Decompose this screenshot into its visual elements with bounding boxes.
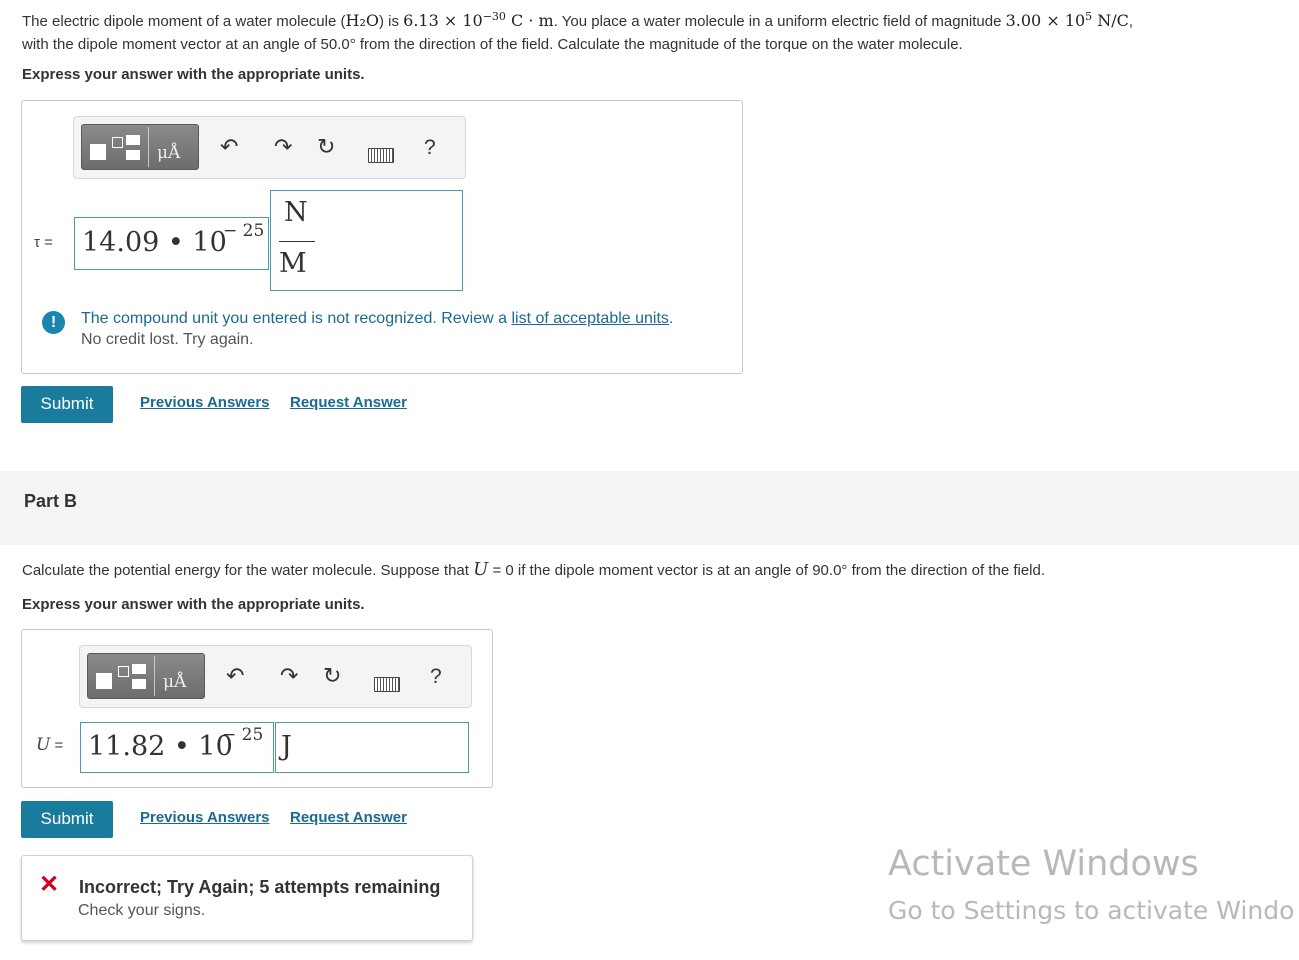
undo-icon[interactable]: ↶	[220, 134, 239, 159]
formula-h2o: H₂O	[345, 11, 379, 30]
part-b-submit-button[interactable]: Submit	[21, 801, 113, 838]
part-a-instruction: Express your answer with the appropriate units.	[22, 66, 365, 83]
incorrect-x-icon: ✕	[39, 871, 60, 898]
units-icon: μÅ	[157, 143, 181, 163]
warning-icon: !	[42, 311, 65, 334]
part-b-answer-panel	[21, 629, 493, 788]
part-b-request-answer-link[interactable]: Request Answer	[290, 809, 407, 826]
part-b-header[interactable]	[0, 471, 1299, 545]
u-units-input[interactable]	[275, 722, 469, 773]
tau-value-input[interactable]	[74, 217, 269, 270]
part-a-submit-button[interactable]: Submit	[21, 386, 113, 423]
question-text: . You place a water molecule in a uniform electric field of magnitude	[553, 13, 1006, 30]
field-exponent: 5	[1085, 10, 1093, 23]
template-fraction-bottom-icon	[132, 679, 146, 689]
unit-numerator: N	[284, 197, 308, 228]
activate-windows-subtitle: Go to Settings to activate Windo	[888, 896, 1295, 925]
help-button[interactable]: ?	[430, 665, 442, 688]
redo-icon[interactable]: ↷	[280, 663, 299, 688]
part-b-previous-answers-link[interactable]: Previous Answers	[140, 809, 270, 826]
tau-exponent: − 25	[223, 221, 265, 241]
keyboard-icon[interactable]	[368, 148, 394, 163]
reset-icon[interactable]: ↻	[317, 134, 336, 159]
u-value-text: 11.82 • 10	[88, 731, 233, 762]
reset-icon[interactable]: ↻	[323, 663, 342, 688]
var-u: U	[473, 559, 489, 580]
incorrect-title: Incorrect; Try Again; 5 attempts remaining	[79, 877, 441, 897]
incorrect-detail: Check your signs.	[78, 902, 206, 919]
part-a-previous-answers-link[interactable]: Previous Answers	[140, 394, 270, 411]
dipole-moment-exponent: −30	[482, 10, 506, 23]
template-box-icon	[112, 137, 123, 148]
u-unit-text: J	[281, 731, 292, 762]
redo-icon[interactable]: ↷	[274, 134, 293, 159]
feedback-text: The compound unit you entered is not recognized. Review a	[81, 310, 512, 327]
fraction-bar	[279, 241, 315, 242]
part-a-request-answer-link[interactable]: Request Answer	[290, 394, 407, 411]
template-fraction-top-icon	[132, 664, 146, 674]
templates-button[interactable]	[81, 124, 199, 170]
undo-icon[interactable]: ↶	[226, 663, 245, 688]
feedback-no-credit-lost: No credit lost. Try again.	[81, 331, 254, 348]
part-b-question: Calculate the potential energy for the water molecule. Suppose that U = 0 if the dipole moment vector is at an angle of 90.0° from the direction of the field.	[22, 559, 1046, 580]
dipole-moment-value: 6.13 × 10	[403, 11, 483, 30]
unit-denominator: M	[279, 248, 307, 279]
question-line-2: with the dipole moment vector at an angle of 50.0° from the direction of the field. Calculate the magnitude of the torque on the water molecule.	[22, 36, 963, 53]
tau-value-text: 14.09 • 10	[82, 227, 227, 258]
u-label: U =	[36, 735, 64, 755]
template-box-icon	[118, 666, 129, 677]
template-block-icon	[90, 144, 106, 160]
acceptable-units-link[interactable]: list of acceptable units	[511, 310, 669, 327]
part-a-question	[22, 5, 1297, 56]
template-fraction-top-icon	[126, 135, 140, 145]
equation-toolbar	[79, 645, 472, 708]
part-b-title: Part B	[24, 491, 78, 511]
equation-toolbar	[73, 116, 466, 179]
part-a-answer-panel	[21, 100, 743, 374]
help-button[interactable]: ?	[424, 136, 436, 159]
part-b-instruction: Express your answer with the appropriate units.	[22, 596, 365, 613]
template-fraction-bottom-icon	[126, 150, 140, 160]
field-unit: N/C	[1092, 11, 1129, 30]
question-text: ,	[1128, 13, 1134, 30]
dipole-moment-unit: C · m	[505, 11, 554, 30]
u-exponent: − 25	[222, 725, 264, 745]
question-text: The electric dipole moment of a water molecule (	[22, 13, 346, 30]
question-text: ) is	[378, 13, 404, 30]
keyboard-icon[interactable]	[374, 677, 400, 692]
unit-feedback: The compound unit you entered is not recognized. Review a list of acceptable units.	[81, 310, 674, 327]
field-value: 3.00 × 10	[1005, 11, 1086, 30]
tau-label: τ =	[34, 234, 53, 251]
tau-units-input[interactable]	[270, 190, 463, 291]
templates-button[interactable]	[87, 653, 205, 699]
units-icon: μÅ	[163, 672, 187, 692]
incorrect-feedback-panel	[21, 855, 473, 941]
template-block-icon	[96, 673, 112, 689]
u-value-input[interactable]	[80, 722, 274, 773]
activate-windows-title: Activate Windows	[888, 844, 1199, 884]
